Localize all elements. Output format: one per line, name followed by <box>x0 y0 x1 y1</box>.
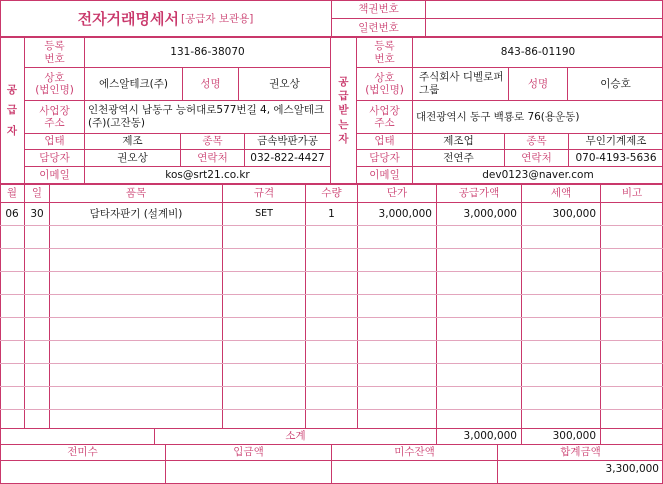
supplier-section-label: 공 급 자 <box>6 84 18 137</box>
supplier-item-label: 종목 <box>202 135 223 148</box>
supplier-biz-label: 업태 <box>44 135 65 148</box>
row1-supply: 3,000,000 <box>463 207 517 220</box>
title-sub: [공급자 보관용] <box>181 12 254 25</box>
row1-spec: SET <box>255 208 273 220</box>
book-number-value <box>426 0 663 18</box>
row1-price: 3,000,000 <box>378 207 432 220</box>
buyer-phone-label: 연락처 <box>521 151 552 164</box>
supplier-rep-label: 성명 <box>200 77 221 90</box>
supplier-address: 인천광역시 남동구 능허대로577번길 4, 에스알테크(주)(고잔동) <box>88 104 325 129</box>
supplier-reg-no: 131-86-38070 <box>170 46 245 59</box>
subtotal-label: 소계 <box>285 430 306 443</box>
supplier-biz: 제조 <box>122 135 143 148</box>
supplier-item: 금속박판가공 <box>257 135 318 148</box>
col-header-tax: 세액 <box>550 186 572 199</box>
buyer-rep: 이승호 <box>600 77 631 90</box>
buyer-section-label: 공 급 받 는 자 <box>338 76 349 145</box>
col-header-note: 비고 <box>621 186 643 199</box>
supplier-phone-label: 연락처 <box>197 151 228 164</box>
supplier-email-label: 이메일 <box>39 168 70 181</box>
buyer-manager: 전연주 <box>443 151 474 164</box>
buyer-rep-label: 성명 <box>527 77 549 90</box>
col-header-month: 월 <box>6 186 18 199</box>
supplier-phone: 032-822-4427 <box>250 151 325 164</box>
buyer-email-label: 이메일 <box>369 168 400 181</box>
col-header-price: 단가 <box>386 186 408 199</box>
row1-tax: 300,000 <box>552 207 596 220</box>
prev-balance-value <box>0 461 165 477</box>
row1-note <box>601 203 663 225</box>
supplier-addr-label: 사업장 주소 <box>39 104 70 129</box>
col-header-day: 일 <box>31 186 43 199</box>
supplier-rep: 권오상 <box>269 77 300 90</box>
supplier-manager: 권오상 <box>117 151 148 164</box>
paid-amount-label: 입금액 <box>233 446 264 459</box>
buyer-reg-label: 등록 번호 <box>374 40 395 65</box>
buyer-name: 주식회사 디벨로퍼그룹 <box>419 71 504 96</box>
col-header-supply: 공급가액 <box>458 186 500 199</box>
serial-number-value <box>426 19 663 37</box>
buyer-biz-label: 업태 <box>374 135 395 148</box>
subtotal-supply: 3,000,000 <box>463 430 517 443</box>
supplier-name: 에스알테크(주) <box>98 77 169 90</box>
supplier-email[interactable]: kos@srt21.co.kr <box>165 168 250 181</box>
buyer-email[interactable]: dev0123@naver.com <box>482 168 594 181</box>
prev-balance-label: 전미수 <box>67 446 98 459</box>
total-amount-label: 합계금액 <box>560 446 601 459</box>
buyer-item: 무인기계제조 <box>585 135 647 148</box>
unpaid-balance-value <box>332 461 497 477</box>
buyer-reg-no: 843-86-01190 <box>500 46 576 59</box>
supplier-reg-label: 등록 번호 <box>44 40 65 65</box>
buyer-address: 대전광역시 동구 백룡로 76(용운동) <box>416 110 580 123</box>
title-main: 전자거래명세서 <box>77 9 180 28</box>
document-title <box>0 2 331 34</box>
row1-item: 담타자판기 (설계비) <box>89 207 183 220</box>
col-header-item: 품목 <box>125 186 147 199</box>
buyer-biz: 제조업 <box>443 135 474 148</box>
col-header-qty: 수량 <box>321 186 342 199</box>
supplier-name-label: 상호 (법인명) <box>35 71 74 96</box>
unpaid-balance-label: 미수잔액 <box>394 446 435 459</box>
buyer-addr-label: 사업장 주소 <box>369 104 400 129</box>
buyer-phone: 070-4193-5636 <box>575 151 657 164</box>
supplier-manager-label: 담당자 <box>39 151 70 164</box>
buyer-manager-label: 담당자 <box>369 151 400 164</box>
buyer-name-label: 상호 (법인명) <box>365 71 404 96</box>
buyer-item-label: 종목 <box>526 135 547 148</box>
serial-number-label: 일련번호 <box>358 21 399 34</box>
row1-day: 30 <box>30 207 44 220</box>
row1-month: 06 <box>5 207 19 220</box>
row1-qty: 1 <box>328 207 335 220</box>
paid-amount-value <box>166 461 331 477</box>
total-amount-value: 3,300,000 <box>605 462 659 475</box>
col-header-spec: 규격 <box>253 186 275 199</box>
subtotal-tax: 300,000 <box>552 430 596 443</box>
book-number-label: 책권번호 <box>358 2 399 15</box>
